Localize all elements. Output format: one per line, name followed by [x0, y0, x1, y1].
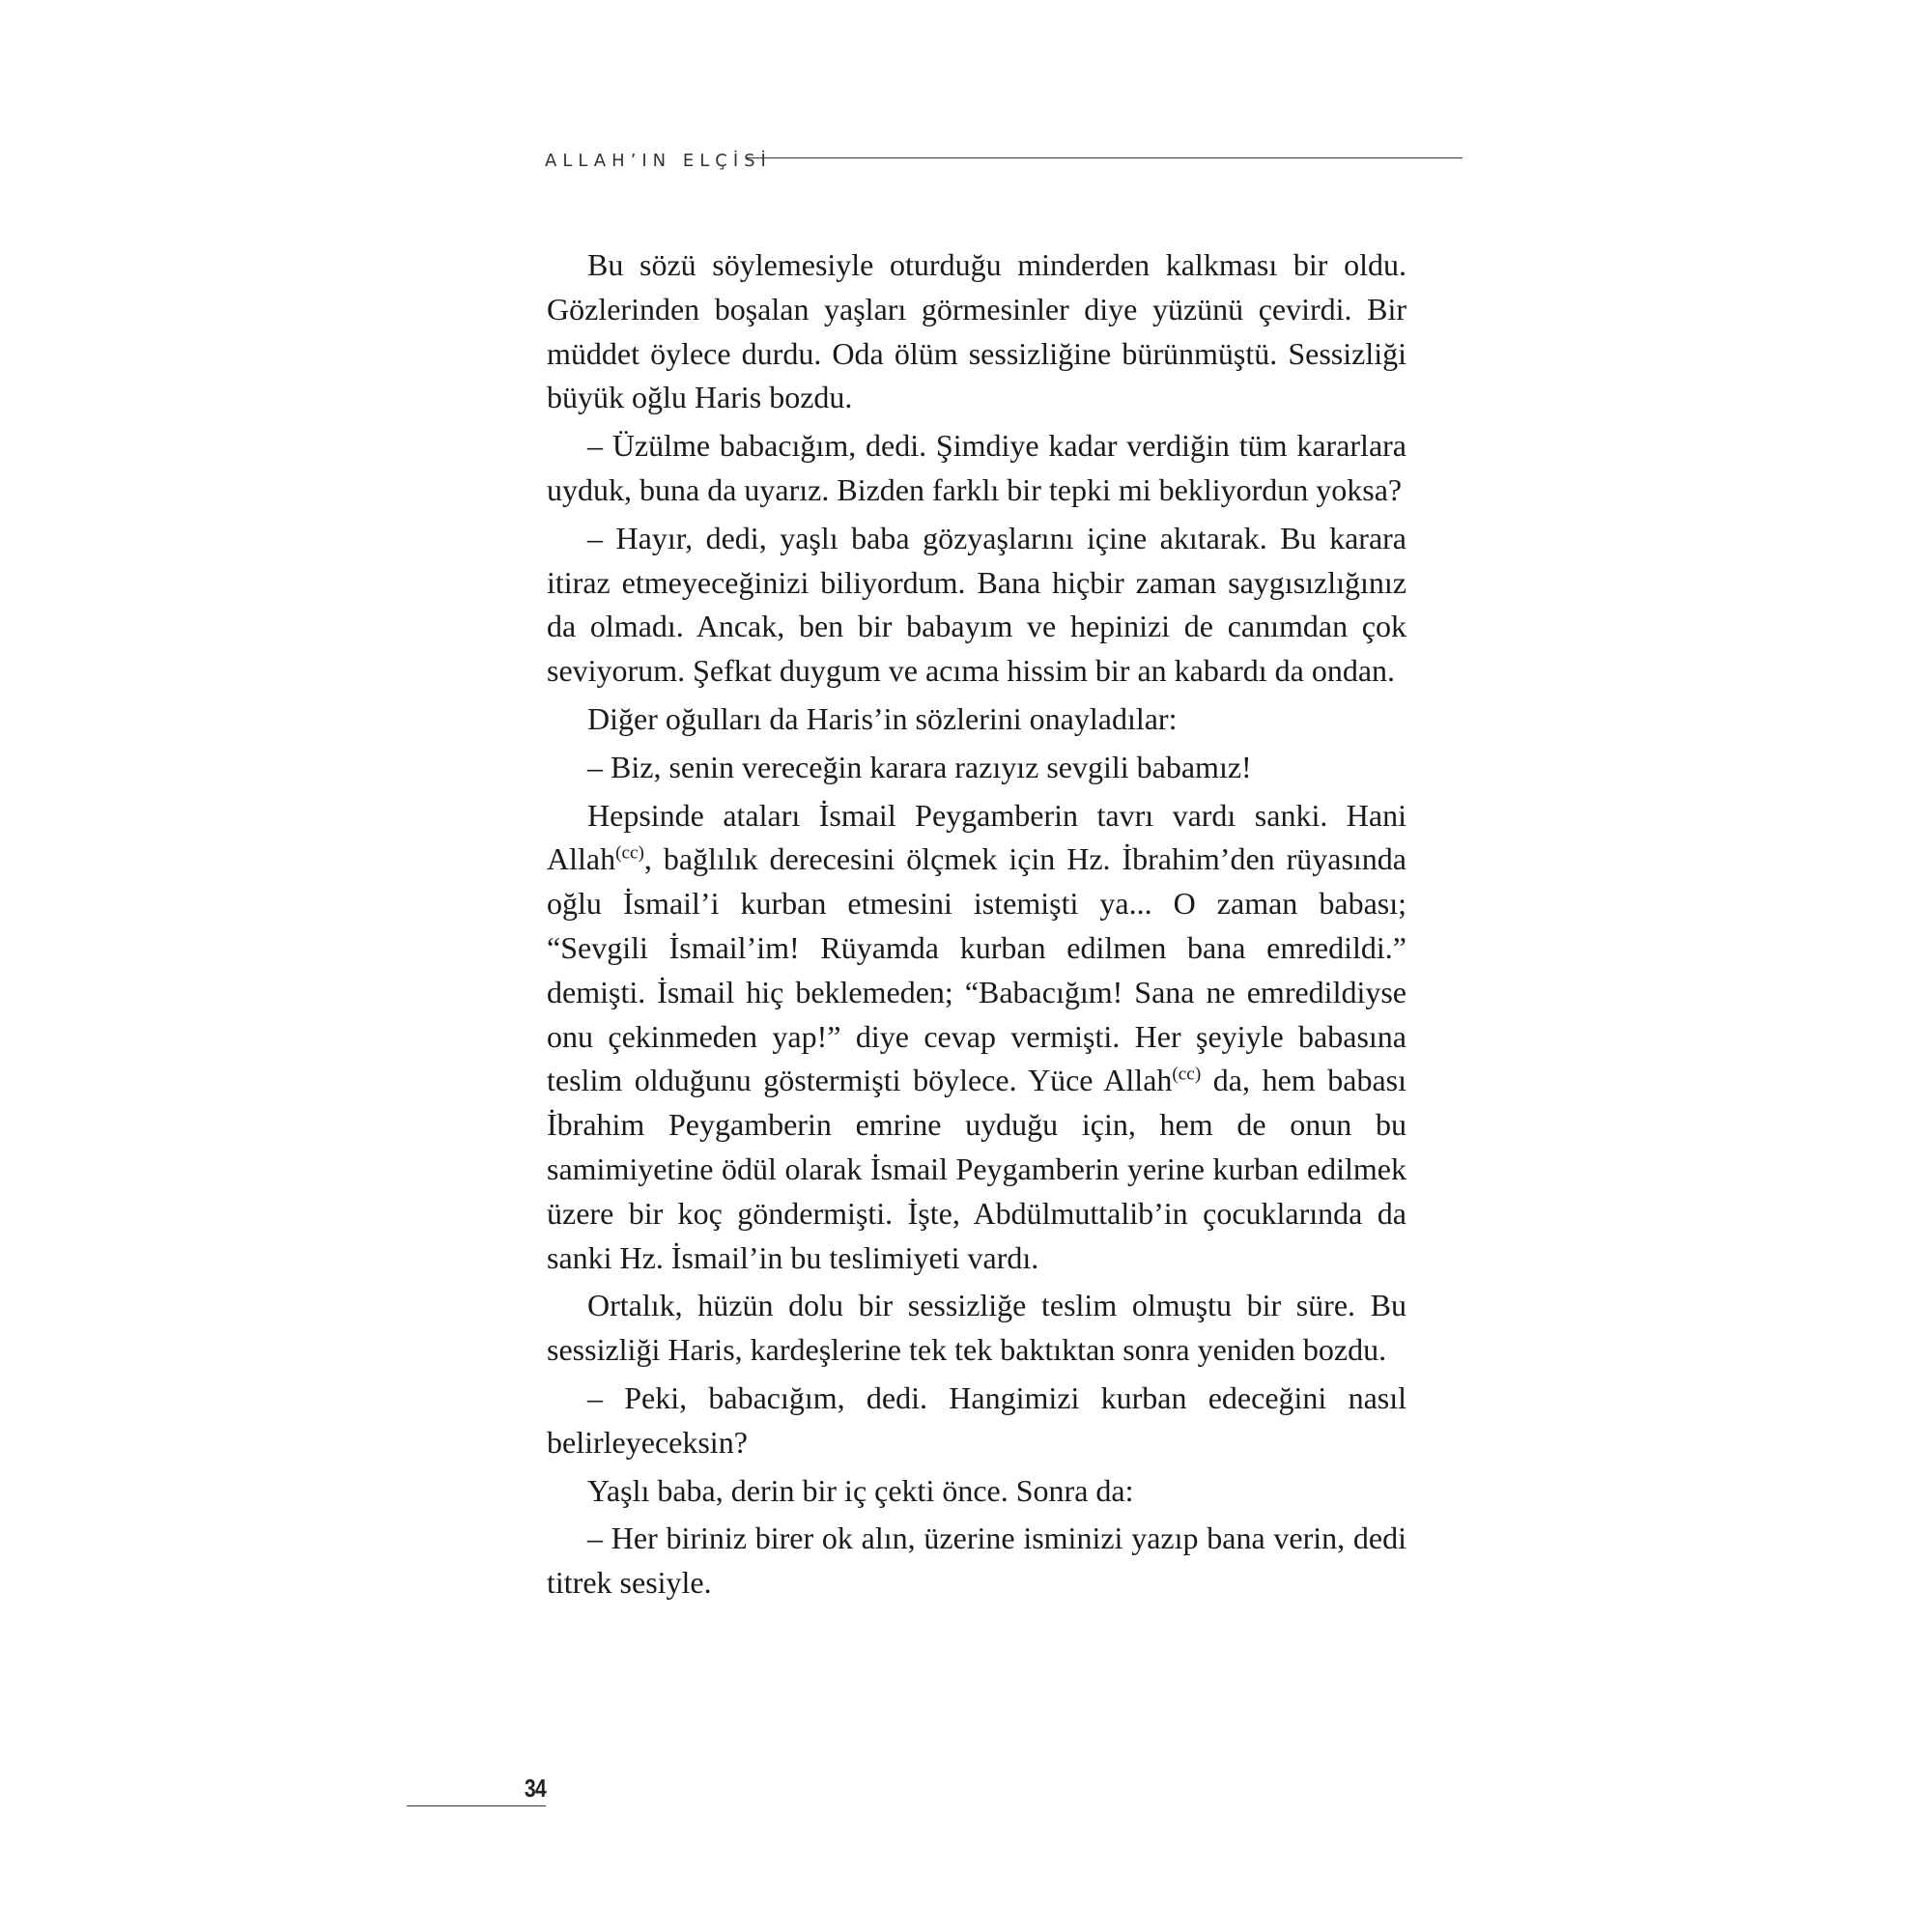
- paragraph: – Biz, senin vereceğin karara razıyız sevgili babamız!: [587, 749, 1252, 784]
- paragraph-ismail: [547, 794, 1406, 1281]
- page-number: 34: [524, 1774, 546, 1803]
- paragraph: Yaşlı baba, derin bir iç çekti önce. Sonra da:: [587, 1472, 1134, 1508]
- paragraph: Diğer oğulları da Haris’in sözlerini onayladılar:: [587, 700, 1178, 736]
- paragraph: – Her biriniz birer ok alın, üzerine isminizi yazıp bana verin, dedi titrek sesiyle.: [547, 1520, 1406, 1601]
- folio-rule: [407, 1805, 546, 1806]
- folio: [407, 1774, 546, 1806]
- body-text: [547, 243, 1406, 1605]
- paragraph: – Hayır, dedi, yaşlı baba gözyaşlarını içine akıtarak. Bu karara itiraz etmeyeceğinizi biliyordum. Bana hiçbir zaman saygısızlığınız da olmadı. Ancak, ben bir babayım ve hepinizi de canımdan çok seviyorum. Şefkat duygum ve acıma hissim bir an kabardı da ondan.: [547, 520, 1406, 689]
- paragraph-text: da, hem babası İbrahim Peygamberin emrine uyduğu için, hem de onun bu samimiyetine ödül olarak İsmail Peygamberin yerine kurban edilmek üzere bir koç göndermişti. İşte, Abdülmuttalib’in çocuklarında da sanki Hz. İsmail’in bu teslimiyeti vardı.: [547, 1063, 1407, 1275]
- paragraph: – Üzülme babacığım, dedi. Şimdiye kadar verdiğin tüm kararlara uyduk, buna da uyarız. Bizden farklı bir tepki mi bekliyordun yoksa?: [547, 428, 1406, 507]
- paragraph-text: Hepsinde ataları İsmail Peygamberin tavrı vardı sanki. Hani Allah: [547, 797, 1406, 877]
- honorific-superscript: (cc): [615, 842, 644, 864]
- paragraph-text: , bağlılık derecesini ölçmek için Hz. İbrahim’den rüyasında oğlu İsmail’i kurban etmesini istemişti ya... O zaman babası; “Sevgili İsmail’im! Rüyamda kurban edilmen bana emredildi.” demişti. İsmail hiç beklemeden; “Babacığım! Sana ne emredildiyse onu çekinmeden yap!” diye cevap vermişti. Her şeyiyle babasına teslim olduğunu göstermişti böylece. Yüce Allah: [547, 841, 1406, 1098]
- honorific-superscript: (cc): [1172, 1064, 1202, 1085]
- running-head-rule: [746, 157, 1463, 158]
- paragraph: Ortalık, hüzün dolu bir sessizliğe teslim olmuştu bir süre. Bu sessizliği Haris, kardeşlerine tek tek baktıktan sonra yeniden bozdu.: [547, 1288, 1406, 1368]
- paragraph: – Peki, babacığım, dedi. Hangimizi kurban edeceğini nasıl belirleyeceksin?: [547, 1379, 1406, 1460]
- running-head-title: ALLAH’IN ELÇİSİ: [545, 151, 772, 171]
- paragraph: Bu sözü söylemesiyle oturduğu minderden kalkması bir oldu. Gözlerinden boşalan yaşları görmesinler diye yüzünü çevirdi. Bir müddet öylece durdu. Oda ölüm sessizliğine bürünmüştü. Sessizliği büyük oğlu Haris bozdu.: [547, 247, 1406, 415]
- running-head: [545, 151, 1463, 174]
